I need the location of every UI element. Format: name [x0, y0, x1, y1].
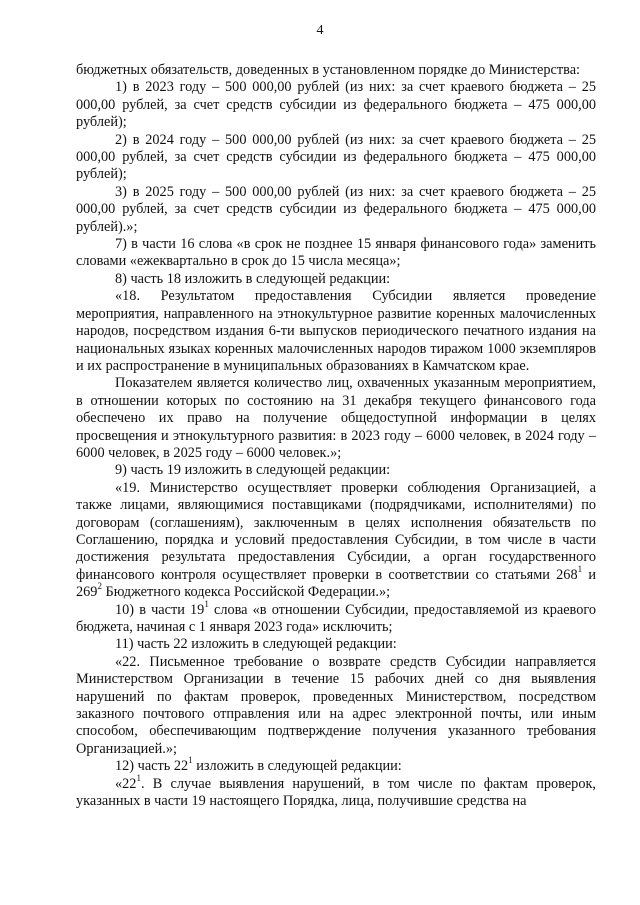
paragraph-text: 10) в части 19 [115, 601, 205, 618]
paragraph-text: Бюджетного кодекса Российской Федерации.»; [101, 584, 391, 601]
paragraph-text: 8) часть 18 изложить в следующей редакции: [115, 270, 391, 287]
paragraph [76, 288, 596, 375]
paragraph [76, 79, 596, 131]
paragraph [76, 480, 596, 602]
paragraph-text: . В случае выявления нарушений, в том числе по фактам проверок, указанных в части 19 настоящего Порядка, лица, получившие средства на [76, 775, 596, 810]
page-number: 4 [316, 23, 324, 38]
paragraph-text: 3) в 2025 году – 500 000,00 рублей (из них: за счет краевого бюджета – 25 000,00 рублей, за счет средств субсидии из федерального бюджета – 475 000,00 рублей).»; [76, 183, 596, 235]
paragraph-text: 11) часть 22 изложить в следующей редакции: [115, 636, 397, 653]
paragraph-text: 9) часть 19 изложить в следующей редакции: [115, 462, 391, 479]
superscript: 1 [136, 772, 141, 783]
paragraph-text: 12) часть 22 [115, 758, 189, 775]
paragraph-text: 1) в 2023 году – 500 000,00 рублей (из них: за счет краевого бюджета – 25 000,00 рублей, за счет средств субсидии из федерального бюджета – 475 000,00 рублей); [76, 79, 596, 131]
paragraph-text: «18. Результатом предоставления Субсидии является проведение мероприятия, направленного на этнокультурное развитие коренных малочисленных народов, посредством издания 6-ти выпусков периодического печатного издания на национальных языках коренных малочисленных народов тиражом 1000 экземпляров и их распространение в муниципальных образованиях в Камчатском крае. [76, 288, 596, 374]
superscript: 1 [577, 564, 583, 575]
paragraph-text: «22. Письменное требование о возврате средств Субсидии направляется Министерством Организации в течение 15 рабочих дней со дня выявления нарушений по фактам проверок, проведенных Министерством, посредством заказного почтового отправления или на адрес электронной почты, или иным способом, обеспечивающим подтверждение получения указанного требования Организацией.»; [76, 653, 596, 757]
paragraph-text: 7) в части 16 слова «в срок не позднее 15 января финансового года» заменить словами «ежеквартально в срок до 15 числа месяца»; [76, 236, 596, 270]
paragraph-text: слова «в отношении Субсидии, предоставляемой из краевого бюджета, начиная с 1 января 2023 года» исключить; [76, 601, 597, 635]
paragraph [76, 132, 596, 184]
paragraph [76, 462, 596, 479]
paragraph-text: «22 [115, 775, 137, 792]
paragraph-text: 2) в 2024 году – 500 000,00 рублей (из них: за счет краевого бюджета – 25 000,00 рублей, за счет средств субсидии из федерального бюджета – 475 000,00 рублей); [76, 131, 596, 183]
paragraph-text: и 269 [76, 566, 596, 601]
superscript: 1 [204, 598, 209, 609]
document-body [76, 62, 596, 810]
paragraph-text: изложить в следующей редакции: [192, 758, 402, 775]
paragraph [76, 772, 596, 811]
paragraph [76, 654, 596, 758]
paragraph [76, 236, 596, 271]
superscript: 2 [97, 581, 102, 592]
paragraph [76, 184, 596, 236]
paragraph [76, 598, 597, 637]
paragraph-text: бюджетных обязательств, доведенных в установленном порядке до Министерства: [76, 62, 581, 78]
paragraph-text: «19. Министерство осуществляет проверки соблюдения Организацией, а также лицами, являющимися поставщиками (подрядчиками, исполнителями) по договорам (соглашениям), заключенным в целях исполнения обязательств по Соглашению, порядка и условий предоставления Субсидии, в том числе в части достижения результата предоставления Субсидии, а орган государственного финансового контроля осуществляет проверки в соответствии со статьями 268 [76, 479, 596, 583]
superscript: 1 [188, 755, 193, 766]
paragraph [76, 62, 596, 79]
paragraph [76, 755, 596, 775]
paragraph [76, 636, 596, 653]
paragraph-text: Показателем является количество лиц, охваченных указанным мероприятием, в отношении которых по состоянию на 31 декабря текущего финансового года обеспечено их право на получение общедоступной информации в целях просвещения и этнокультурного развития: в 2023 году – 6000 человек, в 2024 году – 6000 человек, в 2025 году – 6000 человек.»; [76, 375, 596, 461]
paragraph [76, 375, 596, 462]
paragraph [76, 271, 596, 288]
